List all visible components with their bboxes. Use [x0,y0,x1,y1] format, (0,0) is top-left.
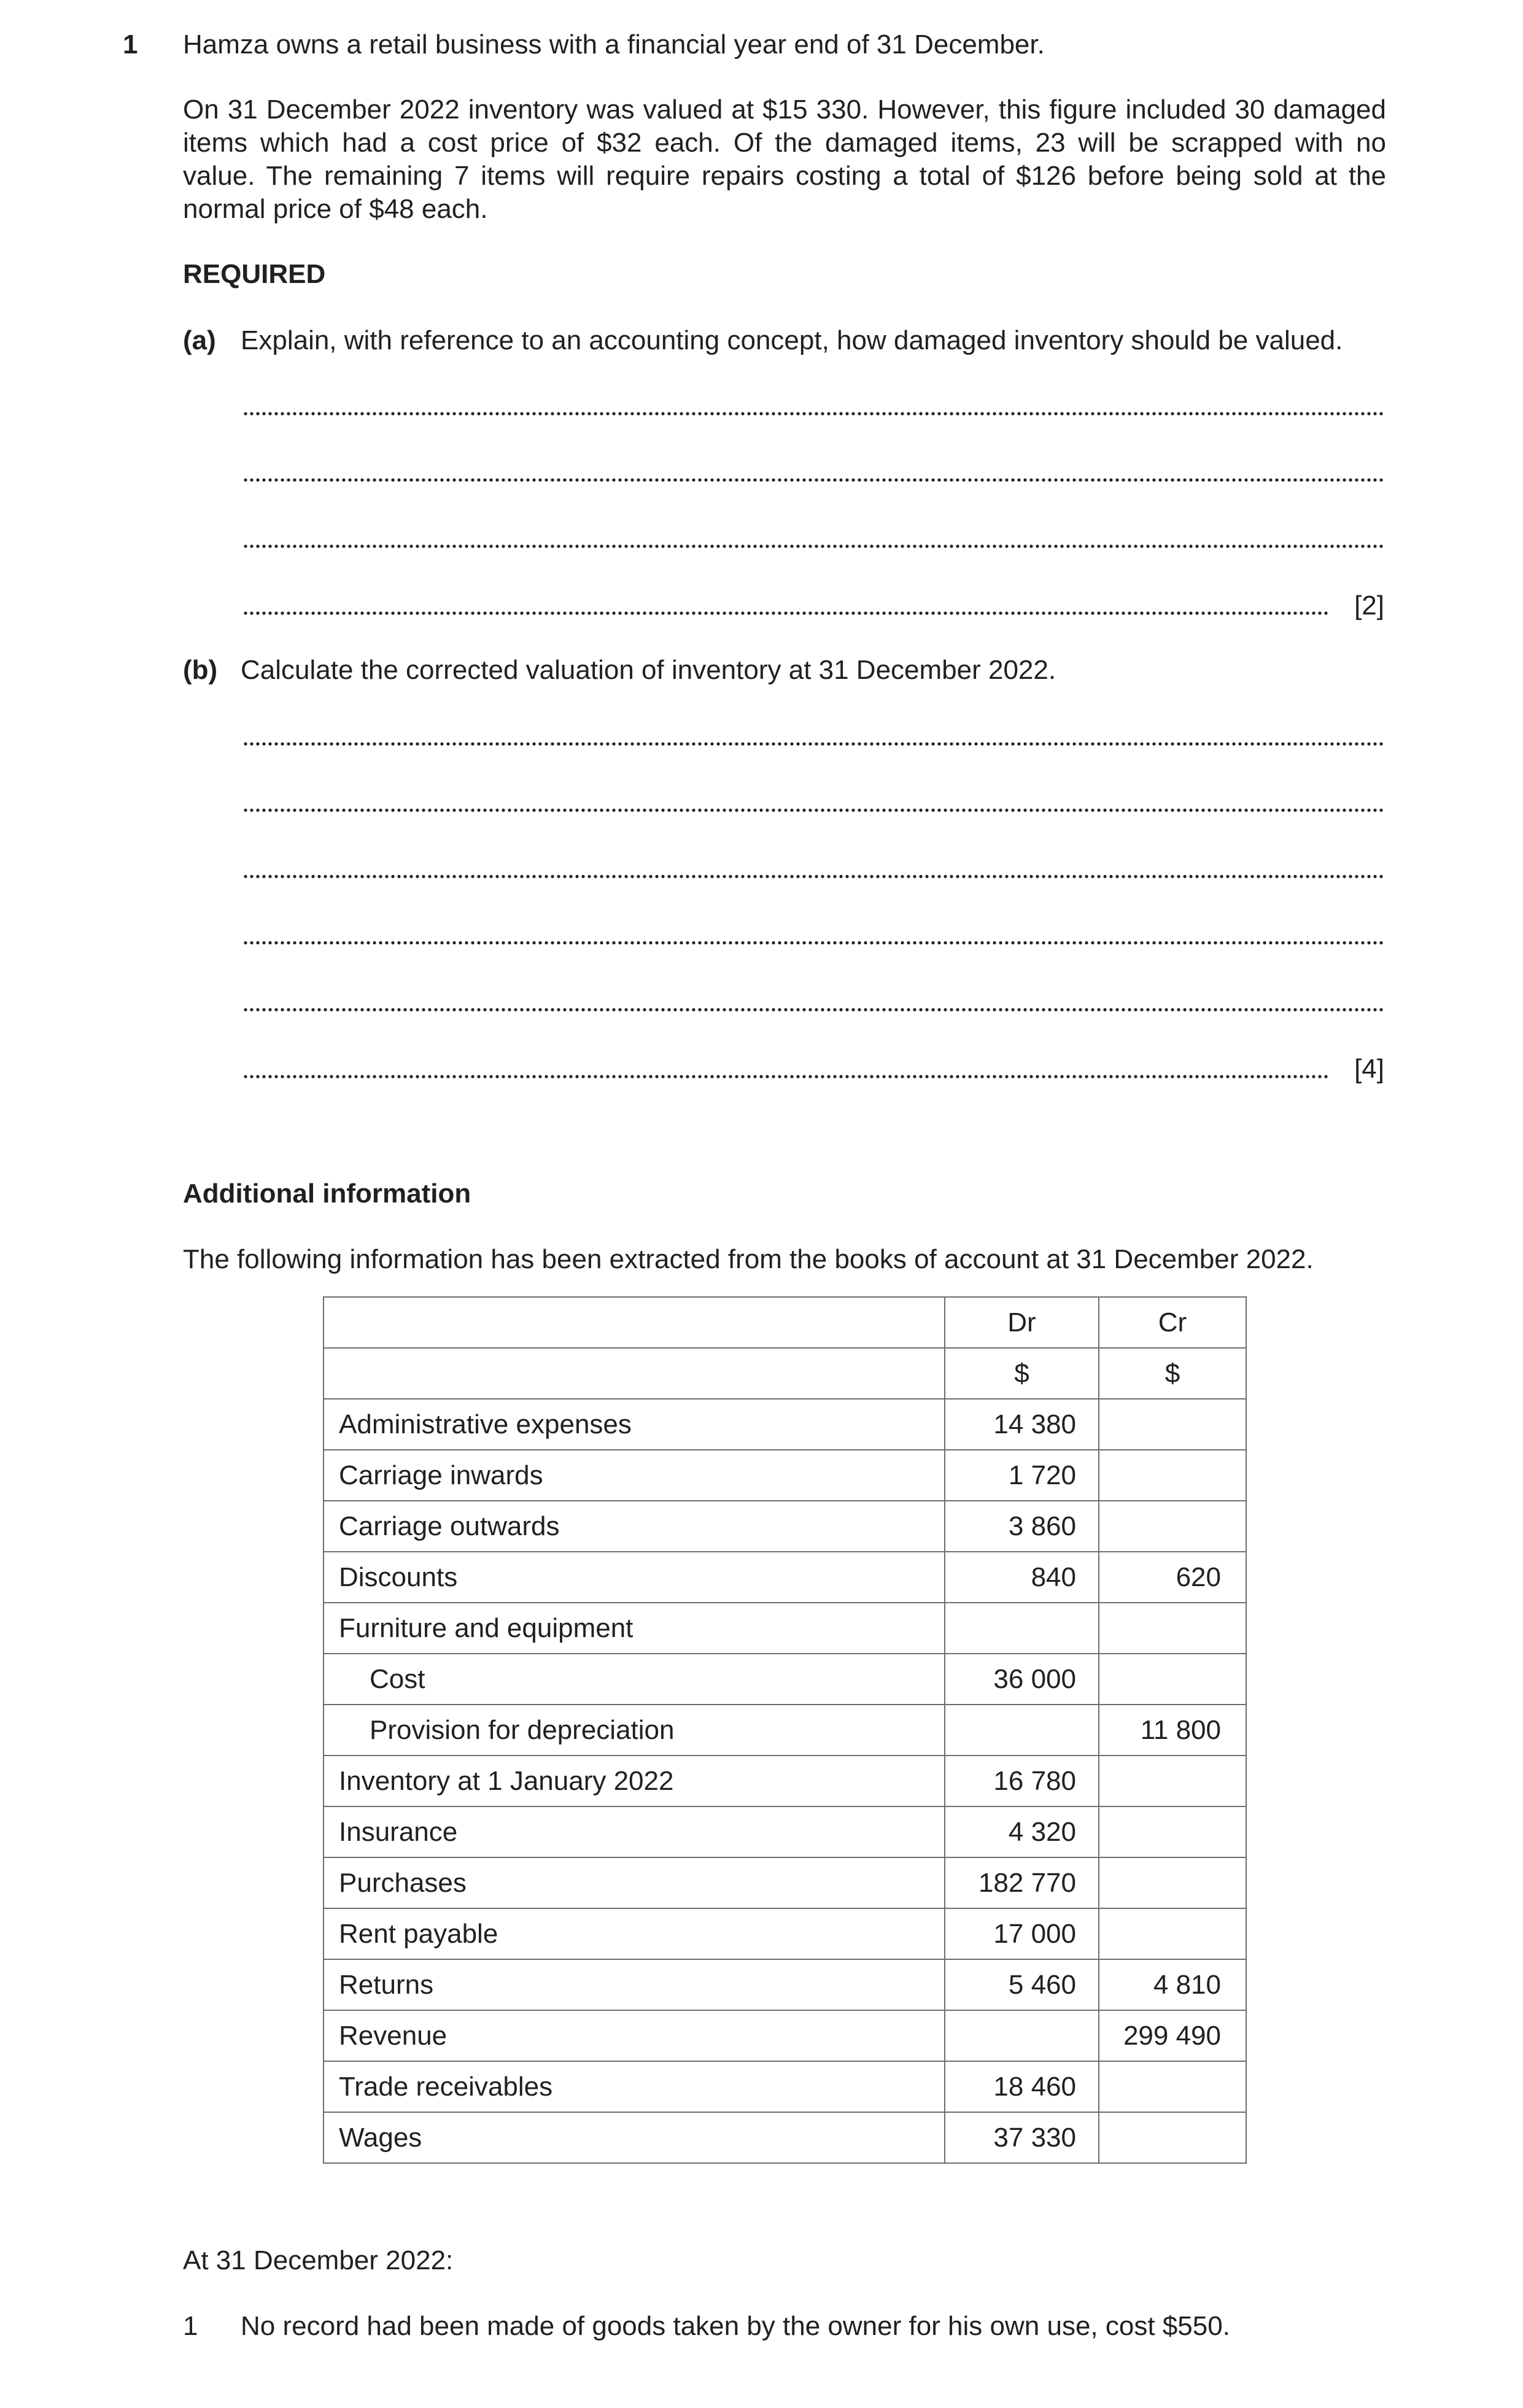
cr-unit: $ [1099,1348,1246,1399]
trial-balance-table [323,1296,1247,2164]
dr-header: Dr [945,1297,1099,1348]
answer-line[interactable] [242,741,1384,746]
paragraph-line: value. The remaining 7 items will require repairs costing a total of $126 before being sold at the [183,161,1386,191]
dr-value: 37 330 [945,2112,1099,2163]
dr-value: 182 770 [945,1857,1099,1908]
table-cell [324,1297,945,1348]
dr-value: 3 860 [945,1501,1099,1552]
table-row [324,1908,1246,1959]
row-label: Carriage outwards [324,1501,945,1552]
part-b-marks: [4] [1354,1054,1384,1084]
cr-value [1099,1756,1246,1806]
cr-value: 620 [1099,1552,1246,1603]
row-label: Furniture and equipment [324,1603,945,1654]
note-text: No record had been made of goods taken by the owner for his own use, cost $550. [241,2311,1230,2341]
table-row [324,1959,1246,2010]
table-row [324,1756,1246,1806]
dr-value [945,1603,1099,1654]
dr-value: 16 780 [945,1756,1099,1806]
answer-line[interactable] [242,411,1384,416]
row-label: Administrative expenses [324,1399,945,1450]
row-label: Discounts [324,1552,945,1603]
table-row [324,1552,1246,1603]
table-row [324,2061,1246,2112]
additional-info-intro: The following information has been extracted from the books of account at 31 December 2022. [183,1244,1314,1274]
dr-value: 17 000 [945,1908,1099,1959]
answer-line[interactable] [242,1007,1384,1012]
dr-value [945,1705,1099,1756]
part-b-label: (b) [183,655,218,685]
cr-value [1099,1806,1246,1857]
row-label: Cost [324,1654,945,1705]
answer-line[interactable] [242,874,1384,879]
question-intro: Hamza owns a retail business with a financial year end of 31 December. [183,29,1045,60]
row-label: Returns [324,1959,945,2010]
dr-value: 36 000 [945,1654,1099,1705]
row-label: Wages [324,2112,945,2163]
table-row [324,1501,1246,1552]
table-row [324,1705,1246,1756]
table-header-row [324,1297,1246,1348]
cr-value [1099,1501,1246,1552]
additional-info-heading: Additional information [183,1179,471,1209]
cr-value [1099,1857,1246,1908]
dr-value: 1 720 [945,1450,1099,1501]
cr-value [1099,2061,1246,2112]
part-b-text: Calculate the corrected valuation of inventory at 31 December 2022. [241,655,1056,685]
table-row [324,1654,1246,1705]
dr-value: 5 460 [945,1959,1099,2010]
row-label: Provision for depreciation [324,1705,945,1756]
table-cell [324,1348,945,1399]
cr-header: Cr [1099,1297,1246,1348]
paragraph-line: normal price of $48 each. [183,194,488,224]
row-label: Rent payable [324,1908,945,1959]
dr-value: 840 [945,1552,1099,1603]
paragraph-line: On 31 December 2022 inventory was valued at $15 330. However, this figure included 30 damaged [183,95,1386,125]
table-row [324,1603,1246,1654]
row-label: Inventory at 1 January 2022 [324,1756,945,1806]
row-label: Insurance [324,1806,945,1857]
answer-line[interactable] [242,940,1384,945]
table-row [324,1806,1246,1857]
dr-value: 18 460 [945,2061,1099,2112]
cr-value [1099,1654,1246,1705]
row-label: Revenue [324,2010,945,2061]
cr-value: 299 490 [1099,2010,1246,2061]
dr-value: 4 320 [945,1806,1099,1857]
part-a-marks: [2] [1354,590,1384,621]
cr-value [1099,1603,1246,1654]
question-number: 1 [123,29,138,60]
dr-unit: $ [945,1348,1099,1399]
table-row [324,2010,1246,2061]
note-number: 1 [183,2311,198,2341]
dr-value [945,2010,1099,2061]
table-row [324,1399,1246,1450]
table-row [324,1857,1246,1908]
table-row [324,1450,1246,1501]
answer-line[interactable] [242,478,1384,482]
table-unit-row [324,1348,1246,1399]
dr-value: 14 380 [945,1399,1099,1450]
date-line: At 31 December 2022: [183,2245,454,2275]
cr-value [1099,1399,1246,1450]
part-a-text: Explain, with reference to an accounting concept, how damaged inventory should be valued. [241,325,1343,355]
part-a-label: (a) [183,325,216,355]
cr-value: 11 800 [1099,1705,1246,1756]
row-label: Purchases [324,1857,945,1908]
answer-line[interactable] [242,808,1384,813]
required-heading: REQUIRED [183,259,326,289]
cr-value [1099,1908,1246,1959]
cr-value [1099,1450,1246,1501]
cr-value: 4 810 [1099,1959,1246,2010]
paragraph-line: items which had a cost price of $32 each. Of the damaged items, 23 will be scrapped with no [183,128,1386,158]
cr-value [1099,2112,1246,2163]
answer-line[interactable] [242,611,1329,616]
row-label: Trade receivables [324,2061,945,2112]
question-paragraph [183,93,1386,226]
table-row [324,2112,1246,2163]
answer-line[interactable] [242,544,1384,549]
row-label: Carriage inwards [324,1450,945,1501]
answer-line[interactable] [242,1074,1329,1079]
